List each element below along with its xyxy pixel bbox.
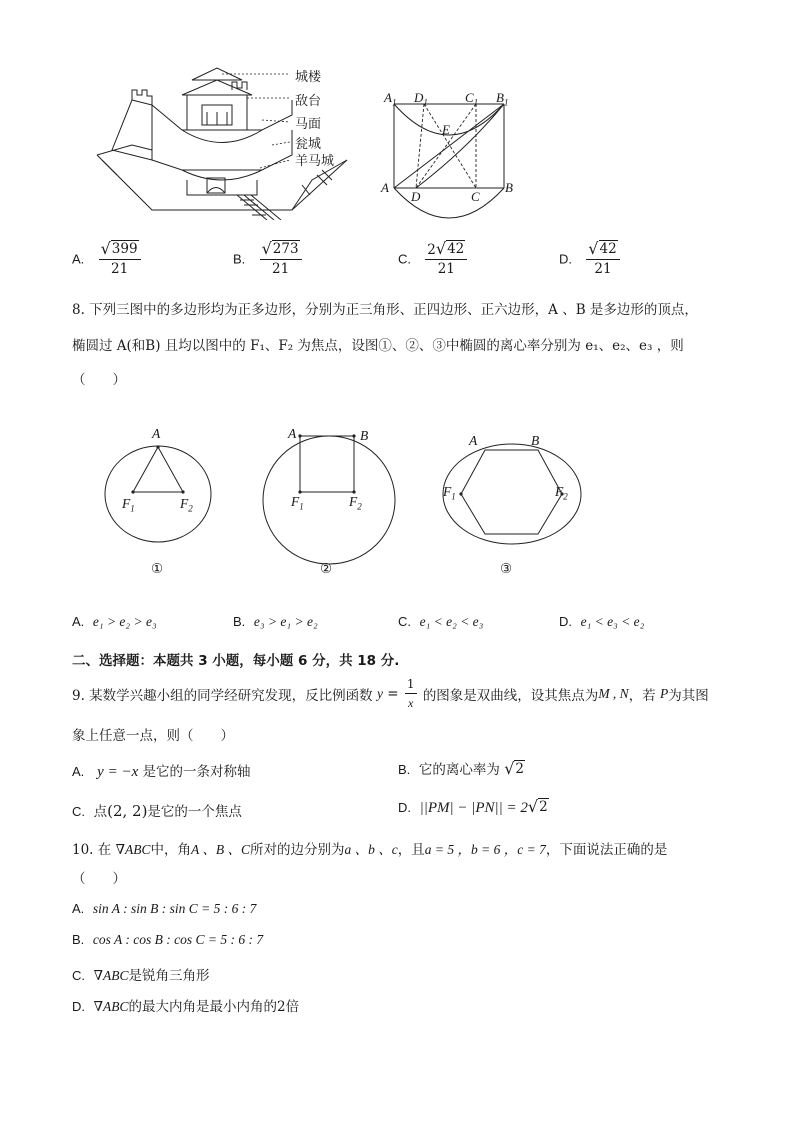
- fig1-label-F1: $F_1$: [122, 496, 135, 514]
- castle-figure: [92, 60, 362, 220]
- solid-label-C1: $C_1$: [465, 90, 479, 108]
- solid-figure: [378, 88, 528, 228]
- castle-label-chenglou: 城楼: [295, 70, 322, 85]
- q8-figures: [100, 420, 590, 590]
- solid-label-B1: $B_1$: [496, 90, 509, 108]
- q9-stem-line2: 象上任意一点，则（ ）: [72, 728, 234, 744]
- q7-option-c[interactable]: C. 2 √ 42 21: [398, 240, 469, 278]
- fig3-label-F1: $F_1$: [443, 484, 456, 502]
- solid-label-A1: $A_1$: [384, 90, 397, 108]
- q8-option-c[interactable]: C. e₁ < e₂ < e₃: [398, 614, 484, 629]
- fig1-label-F2: $F_2$: [180, 496, 193, 514]
- q9-option-c[interactable]: C. 点(2, 2)是它的一个焦点: [72, 802, 242, 820]
- fig3-label-B: B: [531, 433, 540, 448]
- q8-option-b[interactable]: B. e₃ > e₁ > e₂: [233, 614, 318, 629]
- q10-stem-line1: 10. 在 ∇ABC中，角A 、B 、C所对的边分别为a 、b 、c，且a = 5 ，b = 6 ，c = 7，下面说法正确的是: [72, 842, 668, 858]
- q10-option-b[interactable]: B. cos A : cos B : cos C = 5 : 6 : 7: [72, 932, 264, 947]
- q7-option-a[interactable]: A. √ 399 21: [72, 240, 143, 278]
- q10-option-a[interactable]: A. sin A : sin B : sin C = 5 : 6 : 7: [72, 901, 257, 916]
- q8-stem-line1: 8. 下列三图中的多边形均为正多边形，分别为正三角形、正四边形、正六边形，A 、B 是多边形的顶点，: [72, 302, 698, 318]
- fig2-label-F1: $F_1$: [291, 494, 304, 512]
- q10-option-d[interactable]: D. ∇ABC的最大内角是最小内角的2倍: [72, 999, 300, 1015]
- q9-option-d[interactable]: D. ||PM| − |PN|| = 2 √ 2: [398, 797, 548, 816]
- fig3-caption: ③: [500, 561, 513, 577]
- solid-label-B: B: [505, 180, 513, 195]
- fig3-label-F2: $F_2$: [555, 484, 568, 502]
- fig2-label-A: A: [288, 426, 297, 441]
- fig1-label-A: A: [152, 426, 161, 441]
- q7-option-b[interactable]: B. √ 273 21: [233, 240, 304, 278]
- q8-stem-line2: 椭圆过 A(和B) 且均以图中的 F₁、F₂ 为焦点，设图①、②、③中椭圆的离心率分别为 e₁、e₂、e₃ ，则: [72, 338, 684, 354]
- q10-stem-line2: （ ）: [72, 871, 126, 887]
- solid-label-D: D: [411, 189, 421, 204]
- solid-label-E: E: [442, 122, 450, 137]
- q9-option-a[interactable]: A. y = −x 是它的一条对称轴: [72, 764, 251, 780]
- q8-stem-line3: （ ）: [72, 372, 126, 388]
- fig2-label-B: B: [360, 428, 369, 443]
- solid-label-A: A: [381, 180, 389, 195]
- castle-label-ditai: 敌台: [295, 94, 322, 109]
- section-header: 二、选择题：本题共 3 小题，每小题 6 分，共 18 分.: [72, 653, 400, 669]
- q8-option-a[interactable]: A. e₁ > e₂ > e₃: [72, 614, 157, 629]
- q8-option-d[interactable]: D. e₁ < e₃ < e₂: [559, 614, 645, 629]
- fig1-caption: ①: [151, 561, 164, 577]
- q10-option-c[interactable]: C. ∇ABC是锐角三角形: [72, 968, 210, 984]
- fig3-label-A: A: [469, 433, 478, 448]
- castle-drawing: [92, 60, 362, 220]
- q9-stem-line1: 9. 某数学兴趣小组的同学经研究发现，反比例函数 y = $\frac{1}{x}$ 的图象是双曲线，设其焦点为M , N，若 P为其图: [72, 677, 709, 710]
- solid-label-D1: $D_1$: [414, 90, 428, 108]
- q7-option-d[interactable]: D. √ 42 21: [559, 240, 622, 278]
- solid-label-C: C: [471, 189, 480, 204]
- fig2-label-F2: $F_2$: [349, 494, 362, 512]
- q9-option-b[interactable]: B. 它的离心率为 √ 2: [398, 759, 524, 778]
- castle-label-yangmacheng: 羊马城: [295, 154, 335, 169]
- fig2-caption: ②: [320, 561, 333, 577]
- castle-label-mamian: 马面: [295, 117, 322, 132]
- castle-label-wengcheng: 瓮城: [295, 137, 322, 152]
